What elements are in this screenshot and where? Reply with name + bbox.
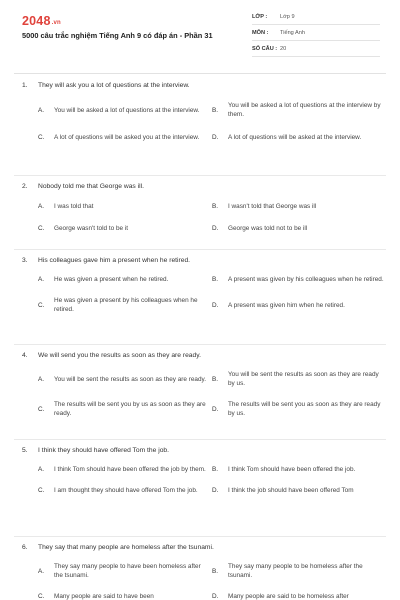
option-d[interactable] [212,296,384,314]
meta-label: SỐ CÂU : [252,45,278,52]
option-d[interactable] [212,224,384,233]
meta-value: Tiếng Anh [280,29,305,36]
question-text: We will send you the results as soon as they are ready. [38,352,201,359]
option-a[interactable] [38,275,210,284]
question-list [0,80,400,600]
logo-main: 2048 [22,14,51,28]
option-c[interactable] [38,224,210,233]
option-text: I wasn't told that George was ill [228,203,317,210]
question-item [0,80,400,175]
option-a[interactable] [38,202,210,211]
option-grid [38,202,400,233]
option-letter: B. [212,276,219,283]
option-grid [38,562,400,600]
option-text: I am thought they should have offered Tom the job. [54,487,198,494]
option-a[interactable] [38,465,210,474]
option-letter: D. [212,301,219,309]
question-stem [0,542,400,553]
question-stem [0,80,400,91]
option-b[interactable] [212,562,384,580]
page-title: 5000 câu trắc nghiệm Tiếng Anh 9 có đáp án - Phần 31 [22,31,213,40]
meta-row-grade [252,9,380,25]
option-letter: A. [38,276,45,283]
question-item [0,440,400,536]
logo-suffix: .vn [51,20,61,26]
option-b[interactable] [212,465,384,474]
option-c[interactable] [38,486,210,495]
option-letter: D. [212,593,219,600]
option-text: You will be sent the results as soon as they are ready by us. [228,371,379,387]
option-grid [38,370,400,418]
question-number: 3. [22,257,28,264]
question-stem [0,445,400,456]
option-text: You will be sent the results as soon as they are ready. [54,375,207,383]
question-number: 2. [22,183,28,190]
option-a[interactable] [38,562,210,580]
option-letter: C. [38,487,45,494]
option-b[interactable] [212,370,384,388]
question-text: Nobody told me that George was ill. [38,183,144,190]
option-a[interactable] [38,101,210,119]
question-item [0,537,400,600]
site-logo[interactable] [22,14,61,28]
option-text: George wasn't told to be it [54,225,129,232]
option-letter: B. [212,466,219,473]
option-letter: A. [38,567,45,575]
option-text: You will be asked a lot of questions at the interview. [54,106,200,114]
header-divider [14,73,386,74]
question-number: 6. [22,544,28,551]
option-letter: A. [38,375,45,383]
option-letter: D. [212,487,219,494]
question-number: 4. [22,352,28,359]
option-letter: D. [212,405,219,413]
question-number: 1. [22,82,28,89]
option-c[interactable] [38,296,210,314]
option-letter: C. [38,405,45,413]
option-letter: C. [38,301,45,309]
question-item [0,250,400,344]
option-text: They say many people to be homeless after the tsunami. [228,563,363,579]
meta-value: Lớp 9 [280,13,295,20]
meta-row-subject [252,25,380,41]
option-text: I think Tom should have been offered the job by them. [54,466,206,473]
option-text: A lot of questions will be asked you at the interview. [54,134,200,141]
option-text: George was told not to be ill [228,225,308,232]
option-letter: C. [38,593,45,600]
option-b[interactable] [212,101,384,119]
option-text: A lot of questions will be asked at the interview. [228,134,362,141]
option-text: They say many people to have been homeless after the tsunami. [54,563,201,579]
option-c[interactable] [38,133,210,142]
meta-label: MÔN : [252,29,269,36]
option-c[interactable] [38,592,210,600]
option-grid [38,275,400,314]
option-text: A present was given by his colleagues when he retired. [228,276,384,283]
option-text: You will be asked a lot of questions at the interview by them. [228,102,381,118]
question-text: They will ask you a lot of questions at the interview. [38,82,190,89]
meta-info [252,9,380,57]
question-text: His colleagues gave him a present when he retired. [38,257,191,264]
option-d[interactable] [212,486,384,495]
option-a[interactable] [38,370,210,388]
option-text: I was told that [54,203,94,210]
question-item [0,176,400,249]
question-stem [0,181,400,192]
meta-row-count [252,41,380,57]
question-item [0,345,400,439]
option-d[interactable] [212,133,384,142]
option-letter: C. [38,134,45,141]
option-letter: C. [38,225,45,232]
option-letter: B. [212,567,219,575]
meta-label: LỚP : [252,13,268,20]
option-c[interactable] [38,400,210,418]
option-text: Many people are said to be homeless after [228,593,349,600]
option-text: The results will be sent you by us as soon as they are ready. [54,401,206,417]
option-text: Many people are said to have been [54,593,154,600]
option-letter: B. [212,375,219,383]
option-letter: B. [212,106,219,114]
option-text: I think Tom should have been offered the job. [228,466,356,473]
question-stem [0,255,400,266]
option-d[interactable] [212,400,384,418]
question-number: 5. [22,447,28,454]
option-text: The results will be sent you as soon as they are ready by us. [228,401,381,417]
option-text: I think the job should have been offered Tom [228,487,354,494]
option-d[interactable] [212,592,384,600]
option-letter: D. [212,134,219,141]
option-letter: A. [38,466,45,473]
option-grid [38,101,400,142]
option-text: He was given a present by his colleagues when he retired. [54,297,198,313]
option-letter: D. [212,225,219,232]
option-b[interactable] [212,202,384,211]
option-grid [38,465,400,495]
meta-value: 20 [280,45,287,52]
page-header [0,0,400,68]
option-text: A present was given him when he retired. [228,301,345,309]
question-stem [0,350,400,361]
option-b[interactable] [212,275,384,284]
question-text: I think they should have offered Tom the job. [38,447,169,454]
option-letter: A. [38,106,45,114]
option-letter: B. [212,203,219,210]
option-letter: A. [38,203,45,210]
question-text: They say that many people are homeless after the tsunami. [38,544,214,551]
option-text: He was given a present when he retired. [54,276,169,283]
